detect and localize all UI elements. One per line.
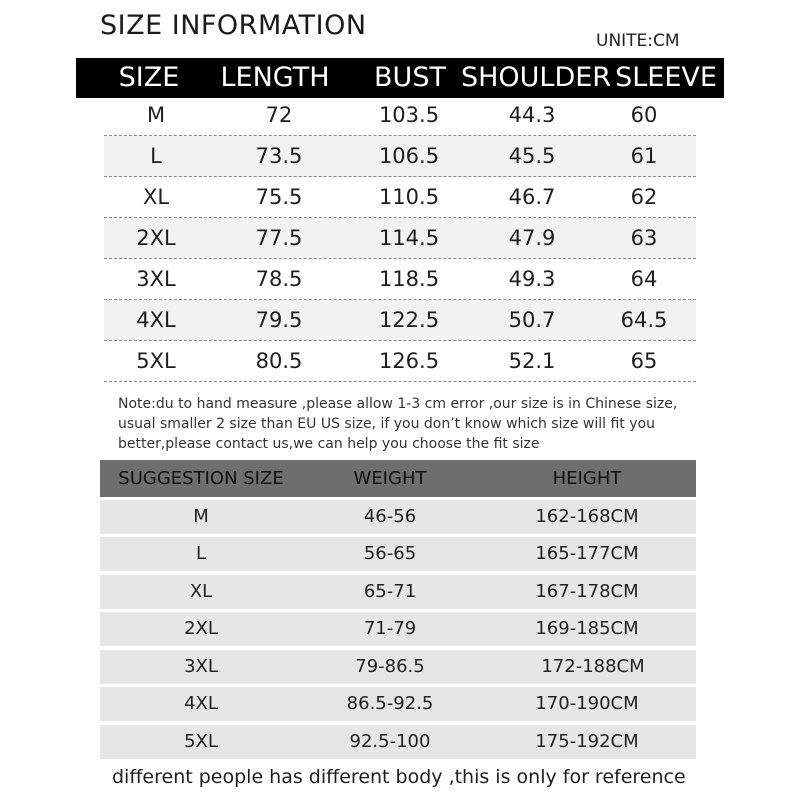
cell-length: 73.5: [255, 144, 303, 168]
table-row: [104, 177, 696, 218]
cell-size: 3XL: [136, 267, 176, 291]
cell-bust: 118.5: [378, 267, 440, 291]
cell-shoulder: 44.3: [508, 103, 556, 127]
table-row: [100, 725, 696, 759]
cell-weight: 65-71: [363, 581, 417, 602]
cell-height: 165-177CM: [535, 543, 639, 564]
cell-weight: 56-65: [363, 543, 417, 564]
reference-footnote: different people has different body ,this is only for reference: [112, 766, 686, 788]
table-row: [100, 500, 696, 534]
cell-shoulder: 47.9: [508, 226, 556, 250]
cell-suggestion-size: XL: [189, 581, 213, 602]
cell-suggestion-size: M: [193, 506, 209, 527]
cell-height: 169-185CM: [535, 618, 639, 639]
size-table-header: [76, 58, 724, 98]
cell-shoulder: 50.7: [508, 308, 556, 332]
cell-suggestion-size: 5XL: [184, 731, 218, 752]
table-row: [104, 218, 696, 259]
header-length: LENGTH: [220, 62, 330, 93]
table-row: [100, 612, 696, 646]
cell-suggestion-size: 2XL: [184, 618, 218, 639]
cell-length: 79.5: [255, 308, 303, 332]
table-row: [100, 650, 696, 684]
cell-sleeve: 63: [630, 226, 658, 250]
cell-suggestion-size: 3XL: [184, 656, 218, 677]
cell-shoulder: 45.5: [508, 144, 556, 168]
cell-size: 4XL: [136, 308, 176, 332]
cell-length: 78.5: [255, 267, 303, 291]
cell-bust: 110.5: [378, 185, 440, 209]
header-size: SIZE: [118, 62, 180, 93]
header-suggestion-size: SUGGESTION SIZE: [118, 468, 284, 489]
cell-height: 170-190CM: [535, 693, 639, 714]
table-row: [104, 341, 696, 382]
table-row: [104, 136, 696, 177]
cell-suggestion-size: 4XL: [184, 693, 218, 714]
header-weight: WEIGHT: [353, 468, 427, 489]
table-row: [100, 575, 696, 609]
table-row: [100, 537, 696, 571]
cell-sleeve: 64.5: [620, 308, 668, 332]
unit-label: UNITE:CM: [596, 31, 680, 51]
cell-weight: 46-56: [363, 506, 417, 527]
cell-size: XL: [142, 185, 170, 209]
suggestion-table-header: [100, 460, 696, 497]
header-sleeve: SLEEVE: [615, 62, 717, 93]
cell-sleeve: 60: [630, 103, 658, 127]
cell-sleeve: 64: [630, 267, 658, 291]
cell-bust: 106.5: [378, 144, 440, 168]
cell-sleeve: 65: [630, 349, 658, 373]
cell-weight: 79-86.5: [355, 656, 425, 677]
cell-bust: 103.5: [378, 103, 440, 127]
cell-shoulder: 52.1: [508, 349, 556, 373]
cell-bust: 114.5: [378, 226, 440, 250]
cell-height: 167-178CM: [535, 581, 639, 602]
cell-sleeve: 62: [630, 185, 658, 209]
cell-shoulder: 46.7: [508, 185, 556, 209]
cell-weight: 71-79: [363, 618, 417, 639]
cell-height: 172-188CM: [541, 656, 645, 677]
cell-length: 80.5: [255, 349, 303, 373]
cell-suggestion-size: L: [195, 543, 207, 564]
cell-height: 175-192CM: [535, 731, 639, 752]
size-note: [118, 394, 698, 454]
header-height: HEIGHT: [552, 468, 622, 489]
cell-bust: 122.5: [378, 308, 440, 332]
cell-length: 77.5: [255, 226, 303, 250]
cell-height: 162-168CM: [535, 506, 639, 527]
table-row: [104, 259, 696, 300]
cell-size: 2XL: [136, 226, 176, 250]
note-line: usual smaller 2 size than EU US size, if you don’t know which size will fit you: [118, 416, 655, 432]
cell-sleeve: 61: [630, 144, 658, 168]
table-row: [100, 687, 696, 721]
cell-weight: 92.5-100: [349, 731, 431, 752]
cell-length: 75.5: [255, 185, 303, 209]
header-bust: BUST: [374, 62, 446, 93]
cell-bust: 126.5: [378, 349, 440, 373]
cell-length: 72: [265, 103, 293, 127]
cell-size: M: [146, 103, 166, 127]
cell-shoulder: 49.3: [508, 267, 556, 291]
note-line: Note:du to hand measure ,please allow 1-3 cm error ,our size is in Chinese size,: [118, 396, 678, 412]
note-line: better,please contact us,we can help you choose the fit size: [118, 436, 540, 452]
table-row: [104, 95, 696, 136]
table-row: [104, 300, 696, 341]
cell-weight: 86.5-92.5: [346, 693, 434, 714]
page-title: SIZE INFORMATION: [100, 10, 367, 41]
header-shoulder: SHOULDER: [460, 62, 612, 93]
cell-size: 5XL: [136, 349, 176, 373]
cell-size: L: [150, 144, 162, 168]
